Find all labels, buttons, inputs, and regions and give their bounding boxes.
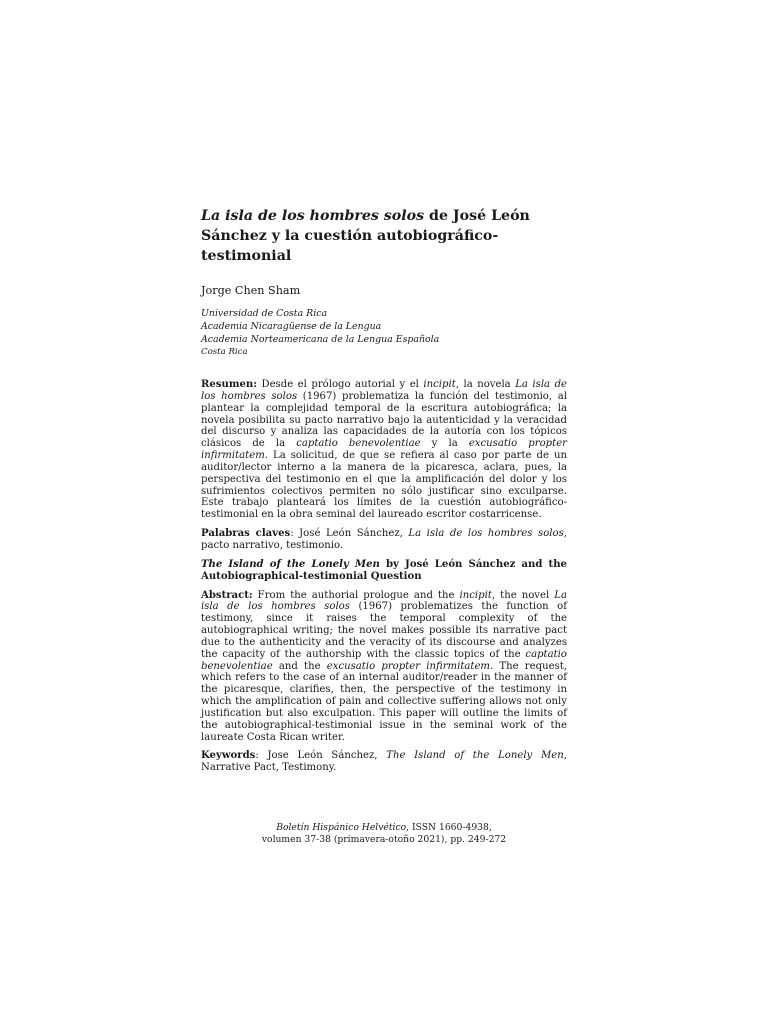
- abstract-text: and the: [272, 660, 327, 672]
- resumen-paragraph: [201, 379, 567, 521]
- english-title-rest: by José León Sánchez and the Autobiographical-testimonial Question: [201, 558, 567, 582]
- journal-footer: [201, 822, 567, 845]
- abstract-italic: excusatio propter infirmitatem: [326, 660, 490, 672]
- affiliation-country: Costa Rica: [201, 347, 248, 357]
- resumen-label: Resumen:: [201, 379, 257, 390]
- resumen-text: , la novela: [455, 379, 516, 390]
- resumen-text: . La solicitud, de que se refiera al caso por parte de un auditor/lector interno a la manera de la picaresca, aclara, pues, la perspectiva del testimonio en el que la amplificación del dolor y los sufrimientos colectivos permiten no sólo justificar sino exculparse. Este trabajo planteará los límites de la cuestión autobiográfico-testimonial en la obra seminal del laureado escritor costarricense.: [201, 450, 567, 521]
- affiliation-3: Academia Norteamericana de la Lengua Española: [201, 334, 440, 345]
- abstract-italic: La isla de los hombres solos: [201, 589, 567, 613]
- journal-issn: , ISSN 1660-4938,: [406, 822, 492, 833]
- resumen-italic: captatio benevolentiae: [296, 438, 421, 450]
- keywords-text: , Narrative Pact, Testimony.: [201, 750, 568, 774]
- footer-line-2: volumen 37-38 (primavera-otoño 2021), pp. 249-272: [261, 833, 507, 845]
- abstract-label: Abstract:: [201, 589, 253, 601]
- article-title: [201, 206, 567, 266]
- keywords-paragraph: [201, 750, 567, 774]
- resumen-italic: incipit: [423, 379, 456, 390]
- palabras-claves-paragraph: [201, 528, 567, 552]
- author-name: Jorge Chen Sham: [201, 284, 301, 297]
- resumen-italic: excusatio propter infirmitatem: [201, 438, 567, 462]
- article-front-page: [201, 206, 567, 781]
- resumen-text: y la: [420, 438, 469, 450]
- english-title: [201, 559, 567, 583]
- affiliation-1: Universidad de Costa Rica: [201, 308, 328, 319]
- keywords-italic: The Island of the Lonely Men: [386, 750, 564, 762]
- abstract-text: , the novel: [491, 589, 555, 601]
- english-title-italic: The Island of the Lonely Men: [201, 558, 380, 570]
- palabras-label: Palabras claves: [201, 528, 291, 540]
- title-italic: La isla de los hombres solos: [201, 208, 425, 224]
- affiliations: [201, 307, 567, 359]
- resumen-text: Desde el prólogo autorial y el: [257, 379, 424, 390]
- resumen-italic: La isla de los hombres solos: [201, 379, 567, 402]
- abstract-text: . The request, which refers to the case of an internal auditor/reader in the manner of the picaresque, clarifies, then, the perspective of the testimony in which the amplification of pain and collective suffering allows not only justification but also exculpation. This paper will outline the limits of the autobiographical-testimonial issue in the seminal work of the laureate Costa Rican writer.: [201, 660, 567, 743]
- footer-line-1: [201, 822, 567, 834]
- abstract-italic: captatio benevolentiae: [201, 648, 567, 672]
- journal-name: Boletín Hispánico Helvético: [276, 822, 407, 833]
- palabras-italic: La isla de los hombres solos: [408, 528, 564, 540]
- keywords-text: : Jose León Sánchez,: [255, 750, 387, 762]
- abstract-section: [201, 379, 567, 774]
- affiliation-2: Academia Nicaragüense de la Lengua: [201, 321, 382, 332]
- abstract-text: From the authorial prologue and the: [252, 589, 460, 601]
- title-rest: de José León Sánchez y la cuestión autobiográfico-testimonial: [201, 208, 530, 264]
- abstract-paragraph: [201, 590, 567, 744]
- keywords-label: Keywords: [201, 750, 256, 762]
- abstract-text: (1967) problematizes the function of testimony, since it raises the temporal complexity of the autobiographical writing; the novel makes possible its narrative pact due to the authenticity and the veracity of its discourse and analyzes the capacity of the authorship with the classic topics of the: [201, 601, 567, 660]
- abstract-italic: incipit: [459, 589, 492, 601]
- palabras-text: , pacto narrativo, testimonio.: [201, 528, 567, 551]
- resumen-text: (1967) problematiza la función del testimonio, al plantear la complejidad temporal de la escritura autobiográfica; la novela posibilita su pacto narrativo bajo la autenticidad y la veracidad del discurso y analiza las capacidades de la autoría con los tópicos clásicos de la: [201, 390, 567, 450]
- palabras-text: : José León Sánchez,: [290, 528, 409, 540]
